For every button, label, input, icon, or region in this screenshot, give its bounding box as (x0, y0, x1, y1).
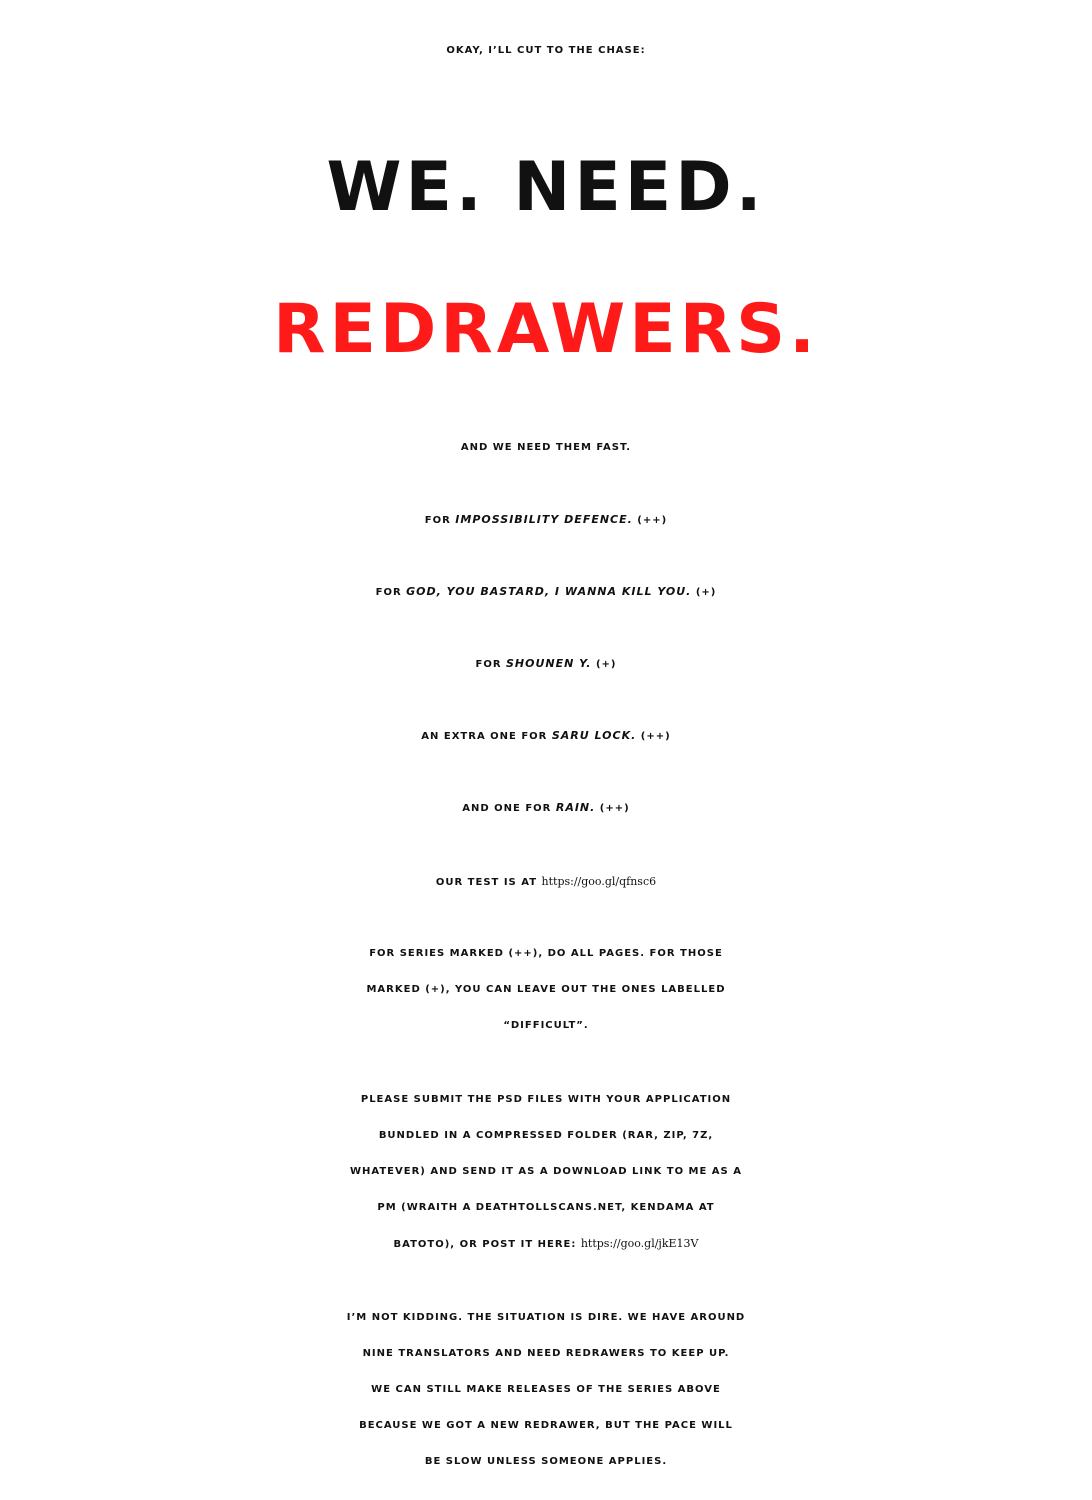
submit-row: PLEASE SUBMIT THE PSD FILES WITH YOUR APPLICATION (360, 1094, 732, 1105)
series-mark: (+) (691, 587, 717, 598)
series-title: RAIN. (555, 801, 596, 814)
series-prefix: FOR (375, 587, 407, 598)
series-mark: (+) (591, 659, 617, 670)
test-link[interactable]: https://goo.gl/qfnsc6 (541, 875, 657, 888)
submit-row: BUNDLED IN A COMPRESSED FOLDER (RAR, ZIP, 7Z, (378, 1130, 714, 1141)
instructions-row: FOR SERIES MARKED (++), DO ALL PAGES. FOR THOSE (369, 948, 723, 959)
series-prefix: FOR (424, 515, 456, 526)
series-mark: (++) (632, 515, 668, 526)
closing-row: BE SLOW UNLESS SOMEONE APPLIES. (424, 1456, 668, 1467)
test-line (0, 864, 1092, 901)
series-title: GOD, YOU BASTARD, I WANNA KILL YOU. (406, 585, 692, 598)
headline-line-2: REDRAWERS. (273, 290, 819, 369)
series-line (0, 790, 1092, 827)
submit-row: WHATEVER) AND SEND IT AS A DOWNLOAD LINK TO ME AS A (350, 1166, 742, 1177)
series-line (0, 718, 1092, 755)
series-line (0, 646, 1092, 683)
series-prefix: AN EXTRA ONE FOR (421, 731, 552, 742)
instructions-paragraph (0, 936, 1092, 1044)
intro-line: OKAY, I’LL CUT TO THE CHASE: (446, 45, 646, 56)
closing-row: BECAUSE WE GOT A NEW REDRAWER, BUT THE PACE WILL (359, 1420, 733, 1431)
closing-row: I’M NOT KIDDING. THE SITUATION IS DIRE. WE HAVE AROUND (346, 1312, 746, 1323)
series-mark: (++) (636, 731, 671, 742)
series-prefix: AND ONE FOR (462, 803, 556, 814)
test-label: OUR TEST IS AT (435, 877, 542, 888)
series-line (0, 574, 1092, 611)
headline-line-1: WE. NEED. (326, 148, 766, 227)
instructions-row: “DIFFICULT”. (503, 1020, 589, 1031)
closing-row: WE CAN STILL MAKE RELEASES OF THE SERIES ABOVE (371, 1384, 721, 1395)
series-title: SHOUNEN Y. (506, 657, 592, 670)
submit-paragraph (0, 1082, 1092, 1263)
series-line (0, 502, 1092, 539)
submit-last-text: BATOTO), OR POST IT HERE: (393, 1239, 581, 1250)
instructions-row: MARKED (+), YOU CAN LEAVE OUT THE ONES LABELLED (366, 984, 726, 995)
fast-line: AND WE NEED THEM FAST. (460, 442, 632, 453)
series-title: IMPOSSIBILITY DEFENCE. (455, 513, 633, 526)
submit-link[interactable]: https://goo.gl/jkE13V (580, 1237, 699, 1250)
series-title: SARU LOCK. (551, 729, 637, 742)
series-prefix: FOR (475, 659, 506, 670)
closing-paragraph (0, 1300, 1092, 1480)
series-mark: (++) (595, 803, 630, 814)
closing-row: NINE TRANSLATORS AND NEED REDRAWERS TO KEEP UP. (362, 1348, 730, 1359)
submit-last-row (0, 1226, 1092, 1263)
submit-row: PM (WRAITH A DEATHTOLLSCANS.NET, KENDAMA AT (377, 1202, 715, 1213)
